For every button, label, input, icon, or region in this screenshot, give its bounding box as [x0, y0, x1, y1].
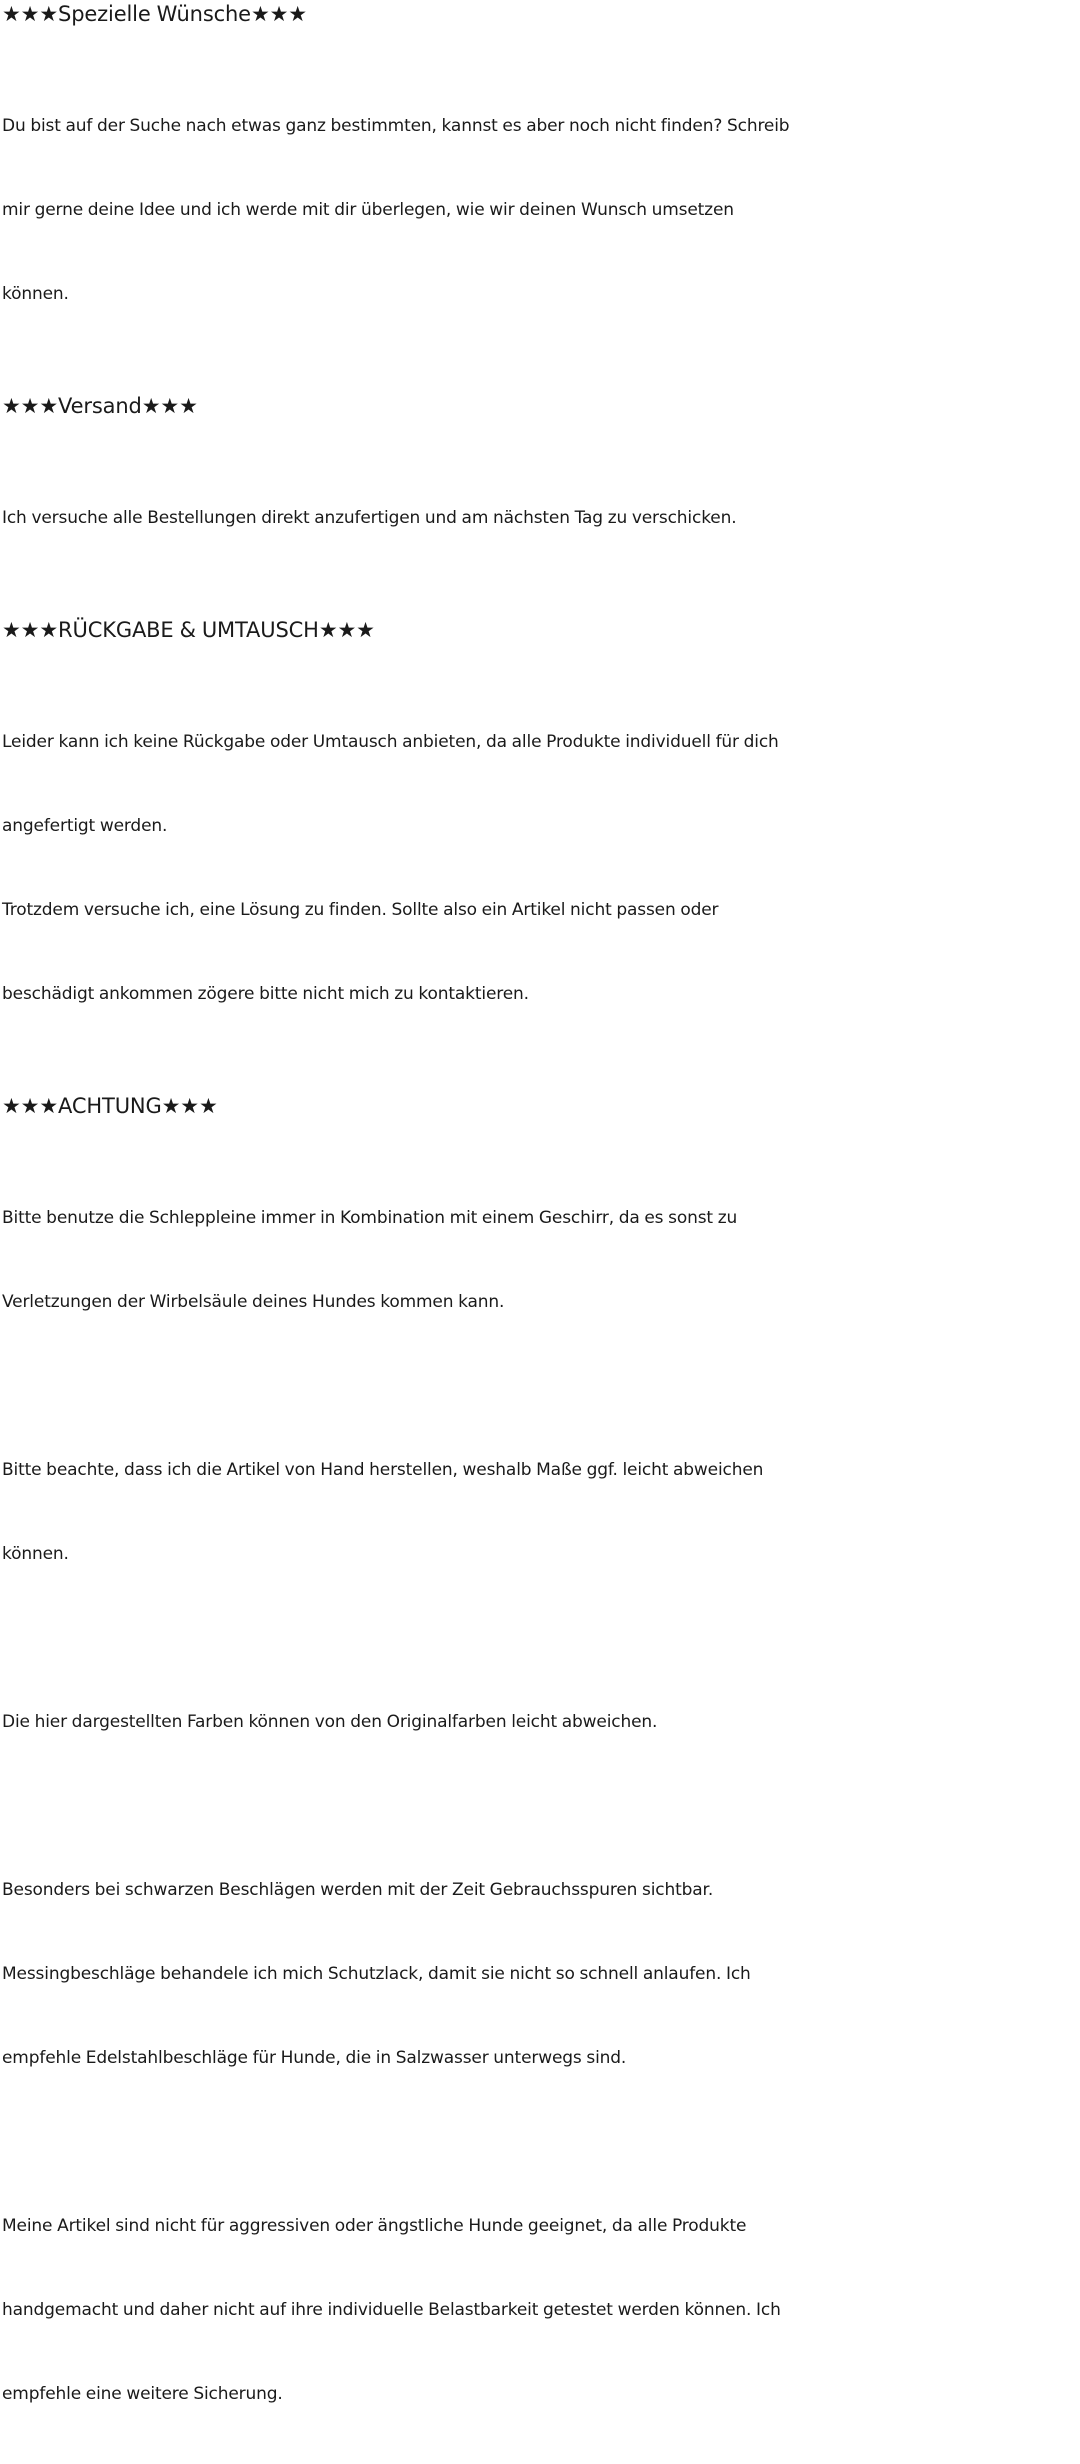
text-line: können.	[2, 1544, 69, 1564]
text-line: Leider kann ich keine Rückgabe oder Umtausch anbieten, da alle Produkte individuell für dich	[2, 732, 779, 752]
text-line: Du bist auf der Suche nach etwas ganz bestimmten, kannst es aber noch nicht finden? Schreib	[2, 116, 790, 136]
paragraph-shipping	[2, 448, 1078, 588]
paragraph-returns	[2, 672, 1078, 1064]
text-line: Bitte benutze die Schleppleine immer in Kombination mit einem Geschirr, da es sonst zu	[2, 1208, 738, 1228]
text-line: empfehle Edelstahlbeschläge für Hunde, die in Salzwasser unterwegs sind.	[2, 2048, 627, 2068]
paragraph-attention-harness	[2, 1148, 1078, 1372]
text-line: Meine Artikel sind nicht für aggressiven oder ängstliche Hunde geeignet, da alle Produkte	[2, 2216, 747, 2236]
text-line: Ich versuche alle Bestellungen direkt anzufertigen und am nächsten Tag zu verschicken.	[2, 508, 737, 528]
paragraph-attention-handmade	[2, 1400, 1078, 1624]
text-line: mir gerne deine Idee und ich werde mit dir überlegen, wie wir deinen Wunsch umsetzen	[2, 200, 734, 220]
text-line: empfehle eine weitere Sicherung.	[2, 2384, 283, 2404]
text-line: beschädigt ankommen zögere bitte nicht mich zu kontaktieren.	[2, 984, 529, 1004]
heading-returns: ★★★RÜCKGABE & UMTAUSCH★★★	[2, 618, 375, 642]
heading-special-wishes: ★★★Spezielle Wünsche★★★	[2, 2, 307, 26]
heading-shipping: ★★★Versand★★★	[2, 394, 198, 418]
text-line: Trotzdem versuche ich, eine Lösung zu finden. Sollte also ein Artikel nicht passen oder	[2, 900, 719, 920]
heading-attention: ★★★ACHTUNG★★★	[2, 1094, 218, 1118]
text-line: Verletzungen der Wirbelsäule deines Hundes kommen kann.	[2, 1292, 505, 1312]
text-line: können.	[2, 284, 69, 304]
paragraph-attention-dogs	[2, 2156, 1078, 2464]
text-line: Bitte beachte, dass ich die Artikel von Hand herstellen, weshalb Maße ggf. leicht abweichen	[2, 1460, 764, 1480]
paragraph-attention-colors	[2, 1652, 1078, 1792]
paragraph-special-wishes	[2, 56, 1078, 364]
paragraph-attention-fittings	[2, 1820, 1078, 2128]
text-line: Besonders bei schwarzen Beschlägen werden mit der Zeit Gebrauchsspuren sichtbar.	[2, 1880, 714, 1900]
text-line: Messingbeschläge behandele ich mich Schutzlack, damit sie nicht so schnell anlaufen. Ich	[2, 1964, 751, 1984]
text-line: handgemacht und daher nicht auf ihre individuelle Belastbarkeit getestet werden können. Ich	[2, 2300, 781, 2320]
text-line: Die hier dargestellten Farben können von den Originalfarben leicht abweichen.	[2, 1712, 658, 1732]
text-line: angefertigt werden.	[2, 816, 168, 836]
